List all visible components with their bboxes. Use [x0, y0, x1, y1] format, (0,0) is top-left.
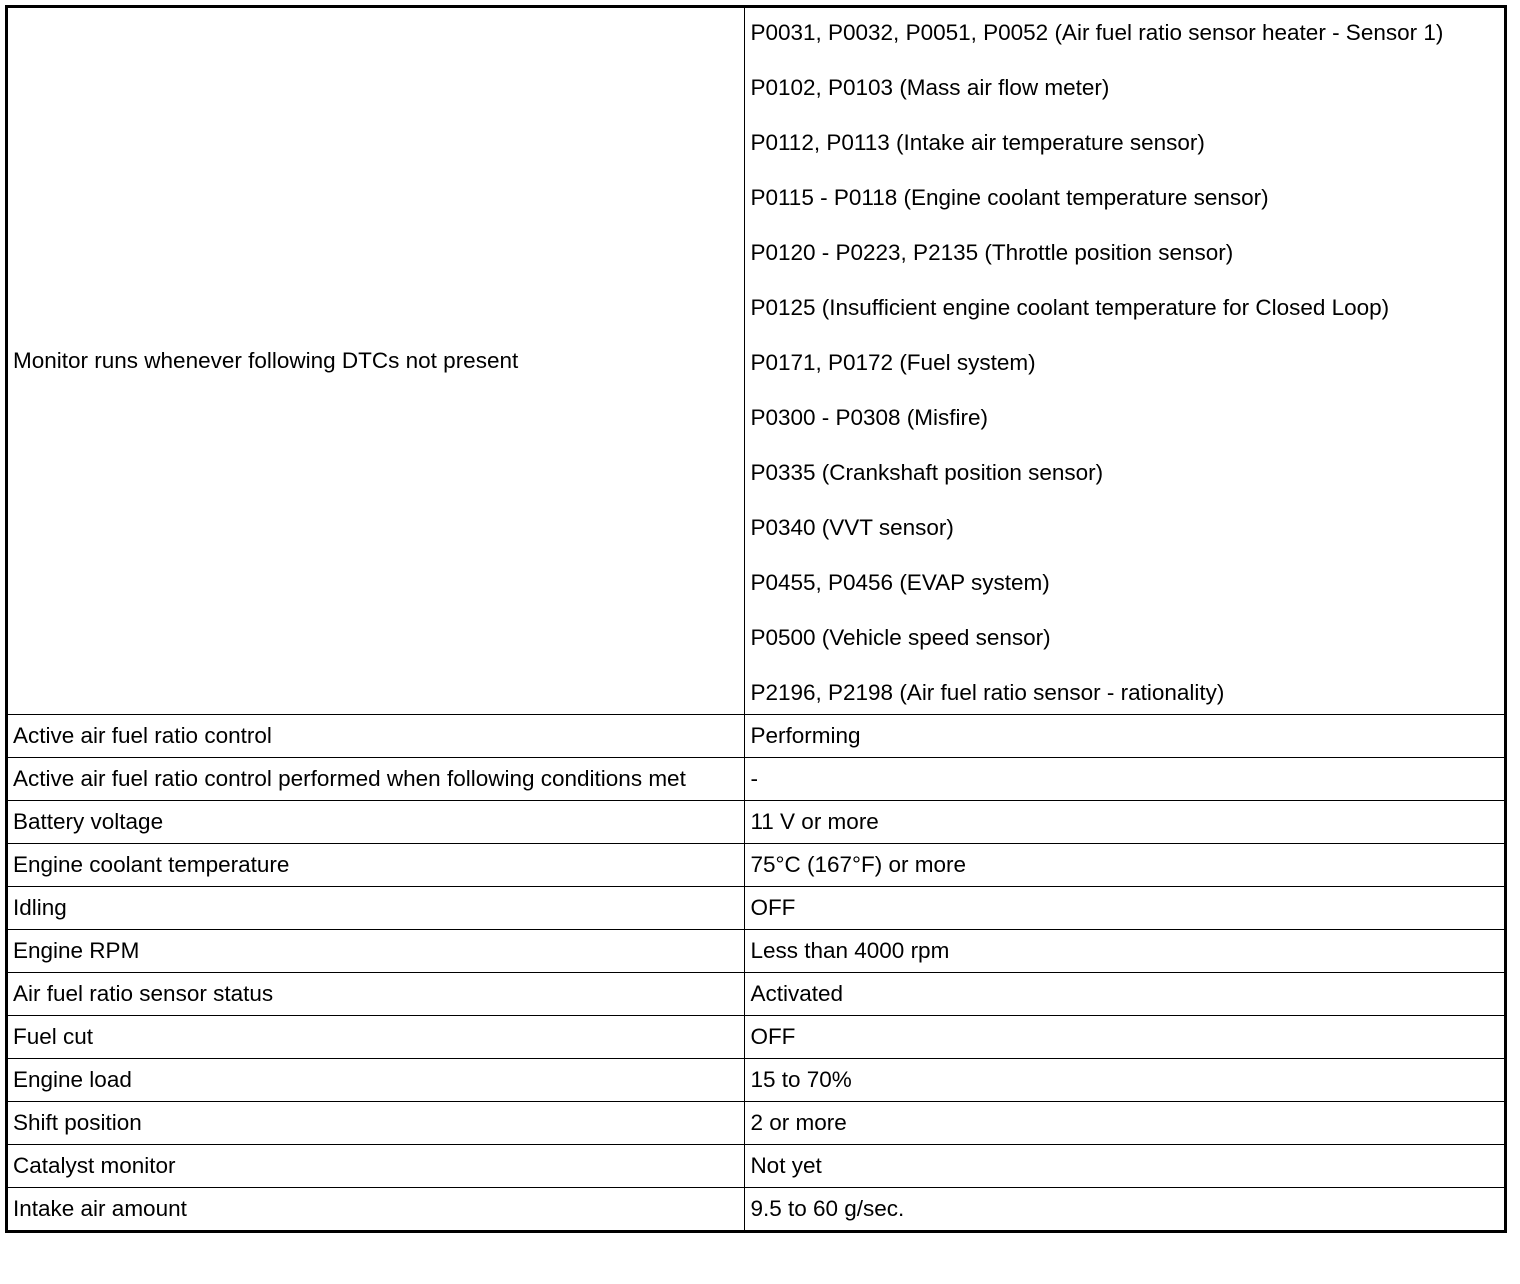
condition-value: 9.5 to 60 g/sec. [745, 1188, 1506, 1232]
table-row [7, 1102, 1506, 1145]
table-row [7, 801, 1506, 844]
condition-value: Less than 4000 rpm [745, 930, 1506, 973]
dtc-item: P0340 (VVT sensor) [750, 515, 954, 540]
dtc-list-cell [745, 7, 1506, 715]
condition-label: Intake air amount [7, 1188, 745, 1232]
document [5, 5, 1507, 1233]
condition-value: Activated [745, 973, 1506, 1016]
condition-value: - [745, 758, 1506, 801]
dtc-item: P0171, P0172 (Fuel system) [750, 350, 1036, 375]
dtc-item: P0300 - P0308 (Misfire) [750, 405, 989, 430]
condition-value: Performing [745, 715, 1506, 758]
condition-value: 15 to 70% [745, 1059, 1506, 1102]
condition-value: 75°C (167°F) or more [745, 844, 1506, 887]
condition-label: Monitor runs whenever following DTCs not present [7, 7, 745, 715]
table-row-monitor-dtcs [7, 7, 1506, 715]
dtc-item: P0125 (Insufficient engine coolant temperature for Closed Loop) [750, 295, 1390, 320]
condition-label: Idling [7, 887, 745, 930]
dtc-item: P0031, P0032, P0051, P0052 (Air fuel ratio sensor heater - Sensor 1) [750, 20, 1444, 45]
condition-label: Engine coolant temperature [7, 844, 745, 887]
dtc-item: P0112, P0113 (Intake air temperature sensor) [750, 130, 1205, 155]
condition-value: OFF [745, 1016, 1506, 1059]
dtc-item: P0500 (Vehicle speed sensor) [750, 625, 1051, 650]
table-row [7, 887, 1506, 930]
condition-label: Air fuel ratio sensor status [7, 973, 745, 1016]
dtc-item: P2196, P2198 (Air fuel ratio sensor - rationality) [750, 680, 1225, 705]
table-row [7, 844, 1506, 887]
condition-label: Battery voltage [7, 801, 745, 844]
dtc-item: P0335 (Crankshaft position sensor) [750, 460, 1104, 485]
monitor-conditions-table [5, 5, 1507, 1233]
condition-label: Engine load [7, 1059, 745, 1102]
table-row [7, 1059, 1506, 1102]
condition-label: Catalyst monitor [7, 1145, 745, 1188]
table-row [7, 758, 1506, 801]
table-row [7, 1016, 1506, 1059]
condition-value: 11 V or more [745, 801, 1506, 844]
condition-value: OFF [745, 887, 1506, 930]
condition-value: Not yet [745, 1145, 1506, 1188]
dtc-item: P0120 - P0223, P2135 (Throttle position sensor) [750, 240, 1234, 265]
condition-label: Shift position [7, 1102, 745, 1145]
condition-label: Fuel cut [7, 1016, 745, 1059]
table-row [7, 1145, 1506, 1188]
dtc-list [750, 18, 1498, 708]
condition-value: 2 or more [745, 1102, 1506, 1145]
table-row [7, 715, 1506, 758]
dtc-item: P0102, P0103 (Mass air flow meter) [750, 75, 1110, 100]
dtc-item: P0455, P0456 (EVAP system) [750, 570, 1050, 595]
table-row [7, 930, 1506, 973]
condition-label: Active air fuel ratio control [7, 715, 745, 758]
dtc-item: P0115 - P0118 (Engine coolant temperature sensor) [750, 185, 1269, 210]
condition-label: Active air fuel ratio control performed when following conditions met [7, 758, 745, 801]
table-row [7, 1188, 1506, 1232]
table-row [7, 973, 1506, 1016]
condition-label: Engine RPM [7, 930, 745, 973]
